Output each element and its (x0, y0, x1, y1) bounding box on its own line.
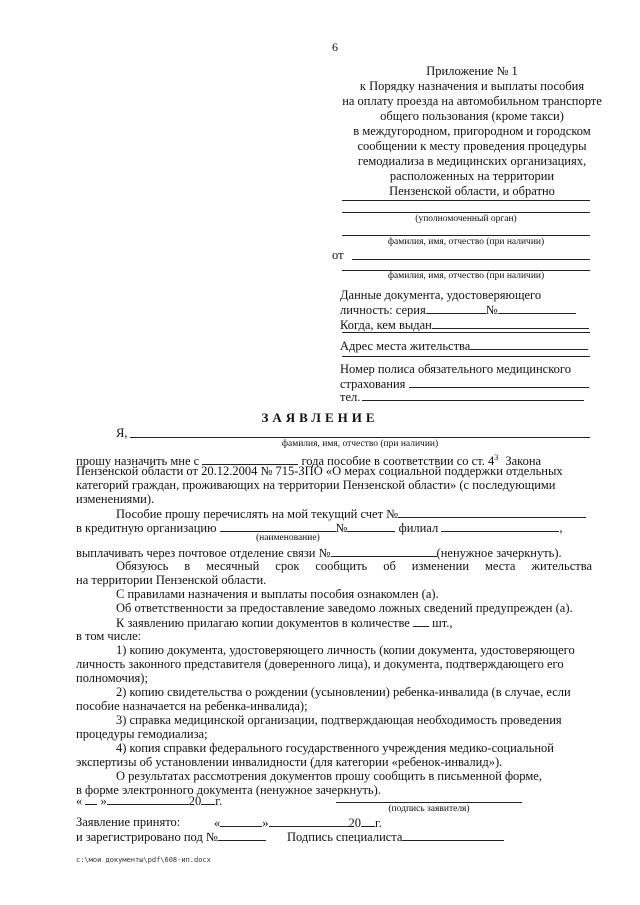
tel-field[interactable] (362, 389, 584, 401)
series-label: личность: серия (340, 303, 426, 317)
p2-text-c: № (335, 521, 348, 535)
year-field[interactable] (201, 793, 215, 805)
doc-series-row (340, 302, 576, 318)
p5-line: С правилами назначения и выплаты пособия ознакомлен (а). (116, 587, 439, 601)
specialist-signature-label: Подпись специалиста (286, 830, 403, 844)
p2-line2: в кредитную организацию № филиал , (76, 521, 563, 535)
accepted-date-close: » (262, 816, 269, 830)
registered-label: и зарегистрировано под № (76, 830, 218, 844)
bank-number-field[interactable] (347, 520, 395, 532)
issued-line-2[interactable] (342, 332, 590, 333)
fio-caption-1: фамилия, имя, отчество (при наличии) (387, 237, 545, 247)
item1-line2: личность законного представителя (доверенного лица), и документа, подтверждающего его (76, 657, 564, 671)
accepted-year-suffix: г. (375, 816, 382, 830)
item3-line2: процедуры гемодиализа; (76, 727, 208, 741)
item4-line2: экспертизы об установлении инвалидности (для категории «ребенок-инвалид»). (76, 755, 503, 769)
specialist-signature-field[interactable] (402, 829, 504, 841)
accepted-label: Заявление принято: (76, 815, 181, 829)
tel-row (340, 389, 584, 405)
p1-text-b: года пособие в соответствии со ст. 4 (301, 454, 495, 469)
appendix-header (336, 64, 608, 199)
tel-label: тел. (340, 390, 361, 404)
year-prefix: 20 (188, 794, 202, 808)
branch-field[interactable] (441, 520, 559, 532)
footer-file-path: c:\мои документы\pdf\608-ип.docx (76, 856, 211, 864)
date-open-quote: « (76, 794, 83, 808)
item4-line1: 4) копия справки федерального государственного учреждения медико-социальной (116, 741, 554, 755)
p2-text-b: в кредитную организацию (76, 521, 217, 535)
policy-label-2: страхования (340, 377, 406, 391)
p4-line2: на территории Пензенской области. (76, 573, 267, 587)
address-line-2[interactable] (342, 356, 590, 357)
doc-data-label: Данные документа, удостоверяющего (340, 288, 542, 302)
fio-caption-2: фамилия, имя, отчество (при наличии) (387, 271, 545, 281)
p6-line: Об ответственности за предоставление заведомо ложных сведений предупрежден (а). (116, 601, 573, 615)
policy-label: Номер полиса обязательного медицинского (340, 362, 571, 376)
item2-line2: пособие назначается на ребенка-инвалида); (76, 699, 308, 713)
applicant-fio-line-1[interactable] (352, 259, 590, 260)
p3-text-a: выплачивать через почтовое отделение связи № (76, 546, 331, 560)
issued-field[interactable] (432, 317, 589, 329)
authority-caption: (уполномоченный орган) (415, 214, 517, 224)
fio-field[interactable] (130, 437, 590, 438)
p8-line2: в форме электронного документа (ненужное зачеркнуть). (76, 783, 381, 797)
p1-line3: категорий граждан, проживающих на территории Пензенской области» (с последующими (76, 478, 556, 492)
issued-row (340, 317, 589, 333)
p4-line1: Обязуюсь в месячный срок сообщить об изменении места жительства (116, 559, 592, 573)
accepted-date-open: « (214, 816, 221, 830)
p1-line2: Пензенской области от 20.12.2004 № 715-ЗПО «О мерах социальной поддержки отдельных (76, 464, 563, 478)
date-close-quote: » (100, 794, 107, 808)
bank-name-field[interactable] (220, 520, 336, 532)
appendix-line: Приложение № 1 (426, 64, 518, 78)
month-field[interactable] (107, 793, 189, 805)
p8-line1: О результатах рассмотрения документов прошу сообщить в письменной форме, (116, 769, 542, 783)
appendix-line: сообщении к месту проведения процедуры (357, 139, 587, 153)
year-suffix: г. (215, 794, 223, 808)
p7-text-a: К заявлению прилагаю копии документов в количестве (116, 616, 410, 630)
item1-line1: 1) копию документа, удостоверяющего личность (копии документа, удостоверяющего (116, 643, 575, 657)
item3-line1: 3) справка медицинской организации, подтверждающая необходимость проведения (116, 713, 562, 727)
post-office-field[interactable] (331, 545, 437, 557)
page-number: 6 (332, 40, 338, 54)
issued-label: Когда, кем выдан (340, 318, 432, 332)
authority-name-line[interactable] (342, 235, 590, 236)
appendix-line: в междугородном, пригородном и городском (353, 124, 591, 138)
from-label: от (332, 248, 344, 262)
account-field[interactable] (398, 506, 586, 518)
accepted-month-field[interactable] (269, 815, 349, 827)
registered-row (76, 829, 504, 845)
address-field[interactable] (470, 338, 588, 350)
p7-line1 (116, 615, 452, 631)
appendix-line: общего пользования (кроме такси) (380, 109, 564, 123)
p1-sup: 3 (494, 453, 499, 462)
appendix-line: на оплату проезда на автомобильном транспорте (342, 94, 602, 108)
appendix-line: расположенных на территории (389, 169, 555, 183)
p3-text-b: (ненужное зачеркнуть). (436, 546, 562, 560)
p2-text-a: Пособие прошу перечислять на мой текущий счет № (116, 507, 399, 521)
appendix-line: к Порядку назначения и выплаты пособия (359, 79, 585, 93)
registration-number-field[interactable] (218, 829, 266, 841)
number-field[interactable] (498, 302, 576, 314)
authority-line-1[interactable] (342, 200, 590, 201)
naming-caption: (наименование) (256, 533, 320, 543)
item1-line3: полномочия); (76, 671, 148, 685)
appendix-line: Пензенской области, и обратно (389, 184, 555, 198)
address-label: Адрес места жительства (340, 339, 471, 353)
application-date-row (76, 793, 222, 809)
day-field[interactable] (85, 793, 97, 805)
appendix-line: гемодиализа в медицинских организациях, (357, 154, 587, 168)
p1-text-c: Закона (505, 454, 542, 469)
p7-line2: в том числе: (76, 629, 142, 643)
p2-text-d: филиал (398, 521, 439, 535)
number-label: № (485, 303, 498, 317)
accepted-year-prefix: 20 (348, 816, 361, 830)
accepted-year-field[interactable] (361, 815, 375, 827)
authority-line-2[interactable] (342, 212, 590, 213)
applicant-signature-caption: (подпись заявителя) (388, 804, 470, 814)
policy-field[interactable] (409, 376, 589, 388)
applicant-signature-field[interactable] (336, 802, 522, 803)
address-row (340, 338, 588, 354)
p1-text-a: прошу назначить мне с (76, 454, 200, 469)
item2-line1: 2) копию свидетельства о рождении (усыновлении) ребенка-инвалида (в случае, если (116, 685, 571, 699)
i-label: Я, (116, 426, 128, 440)
accepted-day-field[interactable] (220, 815, 262, 827)
p7-text-b: шт., (432, 616, 453, 630)
p1-line4: изменениями). (76, 492, 155, 506)
document-title: ЗАЯВЛЕНИЕ (261, 410, 379, 425)
series-field[interactable] (426, 302, 486, 314)
doc-count-field[interactable] (413, 615, 429, 627)
fio-caption: фамилия, имя, отчество (при наличии) (281, 439, 439, 449)
